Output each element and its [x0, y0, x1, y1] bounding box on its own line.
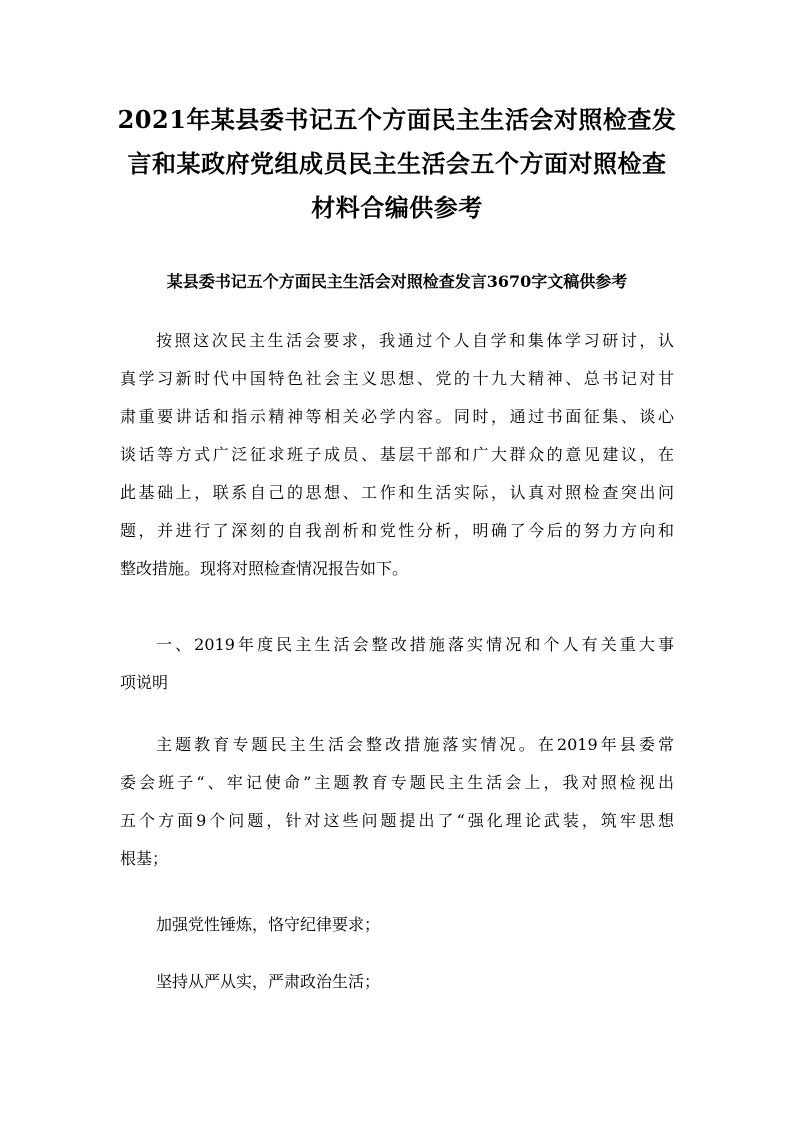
- paragraph-line: 谈话等方式广泛征求班子成员、基层干部和广大群众的意见建议，在: [120, 445, 674, 464]
- paragraph-line: 肃重要讲话和指示精神等相关必学内容。同时，通过书面征集、谈心: [120, 407, 674, 426]
- paragraph-line: 整改措施。现将对照检查情况报告如下。: [120, 559, 409, 578]
- paragraph-line: 项说明: [120, 673, 169, 692]
- paragraph-line: 五个方面9个问题，针对这些问题提出了“强化理论武装，筑牢思想: [120, 811, 674, 830]
- paragraph-line: 坚持从严从实，严肃政治生活；: [156, 972, 381, 991]
- paragraph-line: 根基；: [120, 849, 169, 868]
- paragraph-intro: [120, 322, 674, 588]
- title-line: 2021年某县委书记五个方面民主生活会对照检查发: [117, 105, 677, 134]
- paragraph-line: 按照这次民主生活会要求，我通过个人自学和集体学习研讨，认: [156, 331, 674, 350]
- paragraph-line: 真学习新时代中国特色社会主义思想、党的十九大精神、总书记对甘: [120, 369, 674, 388]
- paragraph-item: [120, 906, 674, 944]
- paragraph-rectification: [120, 726, 674, 878]
- paragraph-line: 此基础上，联系自己的思想、工作和生活实际，认真对照检查突出问: [120, 483, 674, 502]
- paragraph-line: 一、2019年度民主生活会整改措施落实情况和个人有关重大事: [156, 635, 674, 654]
- paragraph-line: 加强党性锤炼，恪守纪律要求；: [156, 915, 381, 934]
- section-subtitle: 某县委书记五个方面民主生活会对照检查发言3670字文稿供参考: [166, 272, 628, 291]
- document-title: [110, 98, 684, 230]
- paragraph-section-heading: [120, 626, 674, 702]
- title-line: 言和某政府党组成员民主生活会五个方面对照检查: [127, 149, 667, 178]
- paragraph-line: 题，并进行了深刻的自我剖析和党性分析，明确了今后的努力方向和: [120, 521, 674, 540]
- paragraph-item: [120, 963, 674, 1001]
- paragraph-line: 主题教育专题民主生活会整改措施落实情况。在2019年县委常: [156, 735, 674, 754]
- title-line: 材料合编供参考: [311, 193, 483, 222]
- paragraph-line: 委会班子“、牢记使命”主题教育专题民主生活会上，我对照检视出: [120, 773, 674, 792]
